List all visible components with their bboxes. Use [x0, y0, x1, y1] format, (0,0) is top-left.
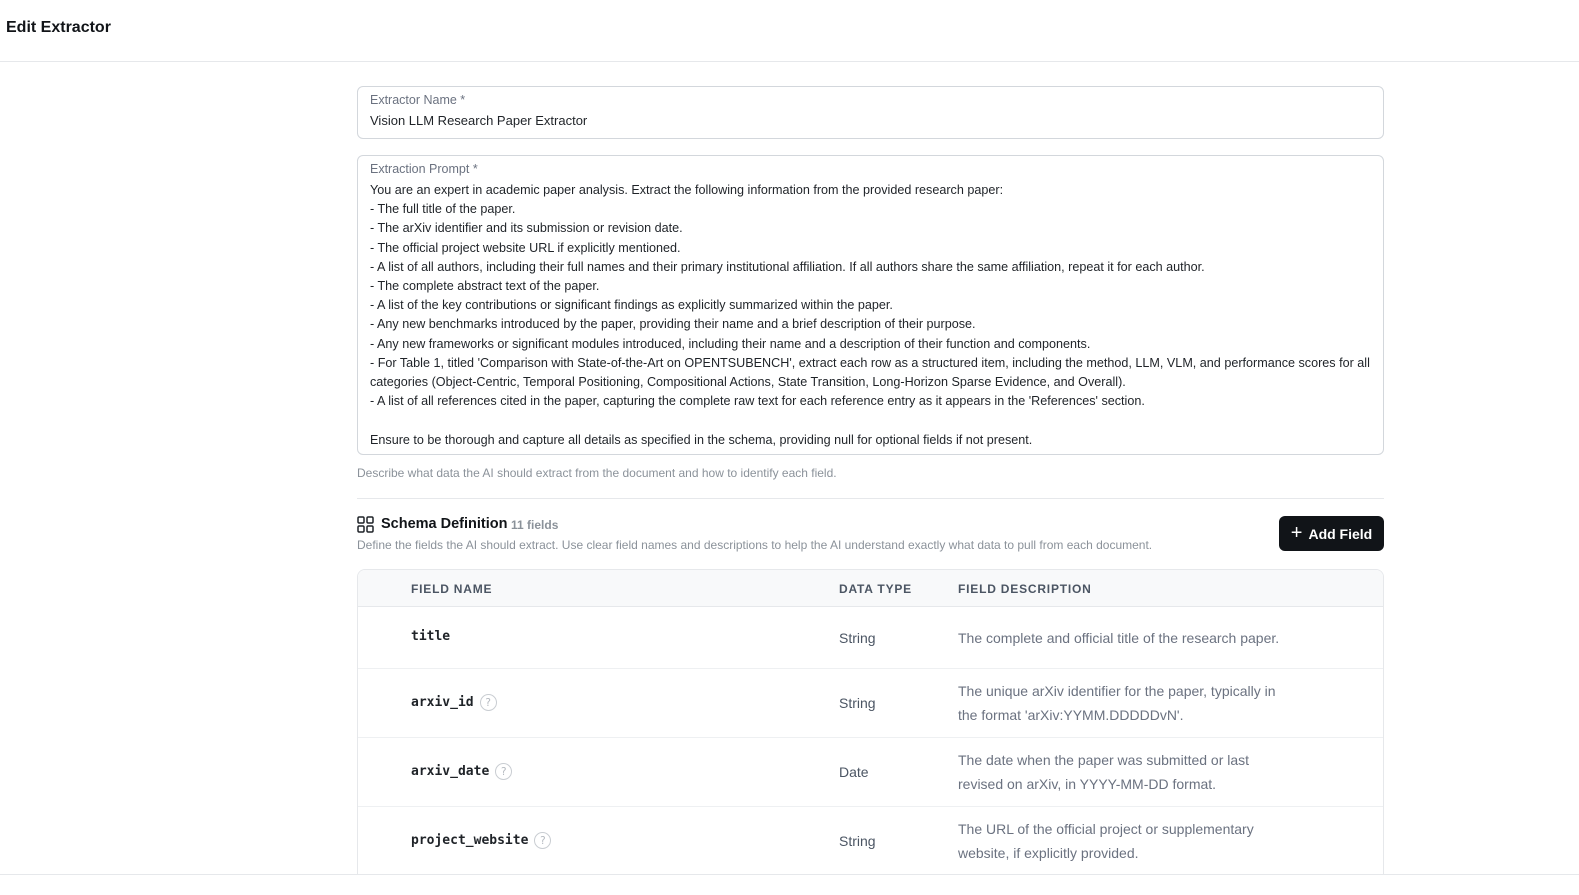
field-name-text: title	[411, 629, 451, 644]
field-type: String	[839, 630, 876, 646]
extractor-form	[357, 86, 1384, 874]
extractor-name-label: Extractor Name *	[370, 93, 466, 107]
extraction-prompt-label: Extraction Prompt *	[370, 162, 478, 176]
plus-icon: +	[1290, 521, 1303, 544]
schema-description: Define the fields the AI should extract. Use clear field names and descriptions to help the AI understand exactly what data to pull from each document.	[357, 538, 1153, 552]
schema-table	[357, 569, 1384, 874]
help-icon[interactable]: ?	[495, 763, 512, 780]
schema-field-count: 11 fields	[511, 518, 559, 532]
field-type: String	[839, 695, 876, 711]
extraction-prompt-textarea[interactable]: You are an expert in academic paper analysis. Extract the following information from the provided research paper: - The full title of the paper. - The arXiv identifier and its submission or revision date. - The official project website URL if explicitly mentioned. - A list of all authors, including their full names and their primary institutional affiliation. If all authors share the same affiliation, repeat it for each author. - The complete abstract text of the paper. - A list of the key contributions or significant findings as explicitly summarized within the paper. - Any new benchmarks introduced by the paper, providing their name and a brief description of their purpose. - Any new frameworks or significant modules introduced, including their name and a description of their function and components. - For Table 1, titled 'Comparison with State-of-the-Art on OPENTSUBENCH', extract each row as a structured item, including the method, LLM, VLM, and performance scores for all categories (Object-Centric, Temporal Positioning, Compositional Actions, State Transition, Long-Horizon Sparse Evidence, and Overall). - A list of all references cited in the paper, capturing the complete raw text for each reference entry as it appears in the 'References' section. Ensure to be thorough and capture all details as specified in the schema, providing null for optional fields if not present.	[370, 183, 1370, 447]
field-type: Date	[839, 764, 869, 780]
table-row[interactable]	[358, 607, 1383, 669]
page-title: Edit Extractor	[6, 19, 111, 36]
extraction-prompt-help: Describe what data the AI should extract from the document and how to identify each field.	[357, 466, 837, 480]
field-description: The date when the paper was submitted or last revised on arXiv, in YYYY-MM-DD format.	[958, 752, 1250, 792]
column-header-field-name: FIELD NAME	[411, 582, 493, 596]
viewport-bottom-divider	[0, 874, 1579, 875]
field-name-text: arxiv_id	[411, 695, 474, 710]
field-name-text: project_website	[411, 833, 529, 848]
grid-icon	[357, 516, 374, 533]
field-name	[411, 694, 497, 711]
add-field-button[interactable]	[1279, 516, 1384, 551]
help-icon[interactable]: ?	[480, 694, 497, 711]
extraction-prompt-field[interactable]	[357, 155, 1384, 455]
field-type: String	[839, 833, 876, 849]
table-row[interactable]	[358, 669, 1383, 738]
field-name	[411, 832, 551, 849]
add-field-label: Add Field	[1308, 525, 1373, 542]
table-row[interactable]	[358, 738, 1383, 807]
help-icon[interactable]: ?	[534, 832, 551, 849]
extractor-name-field[interactable]	[357, 86, 1384, 139]
field-description: The unique arXiv identifier for the paper, typically in the format 'arXiv:YYMM.DDDDDvN'.	[958, 683, 1276, 723]
column-header-field-description: FIELD DESCRIPTION	[958, 582, 1092, 596]
field-name	[411, 629, 450, 644]
field-name-text: arxiv_date	[411, 764, 490, 779]
table-row[interactable]	[358, 807, 1383, 874]
field-description: The complete and official title of the research paper.	[958, 630, 1280, 646]
extractor-name-input[interactable]: Vision LLM Research Paper Extractor	[370, 113, 588, 128]
field-name	[411, 763, 512, 780]
table-header	[358, 570, 1383, 607]
top-bar	[0, 0, 1579, 62]
schema-header	[357, 499, 1384, 569]
schema-title: Schema Definition	[381, 516, 508, 532]
field-description: The URL of the official project or supplementary website, if explicitly provided.	[958, 821, 1254, 861]
column-header-data-type: DATA TYPE	[839, 582, 912, 596]
